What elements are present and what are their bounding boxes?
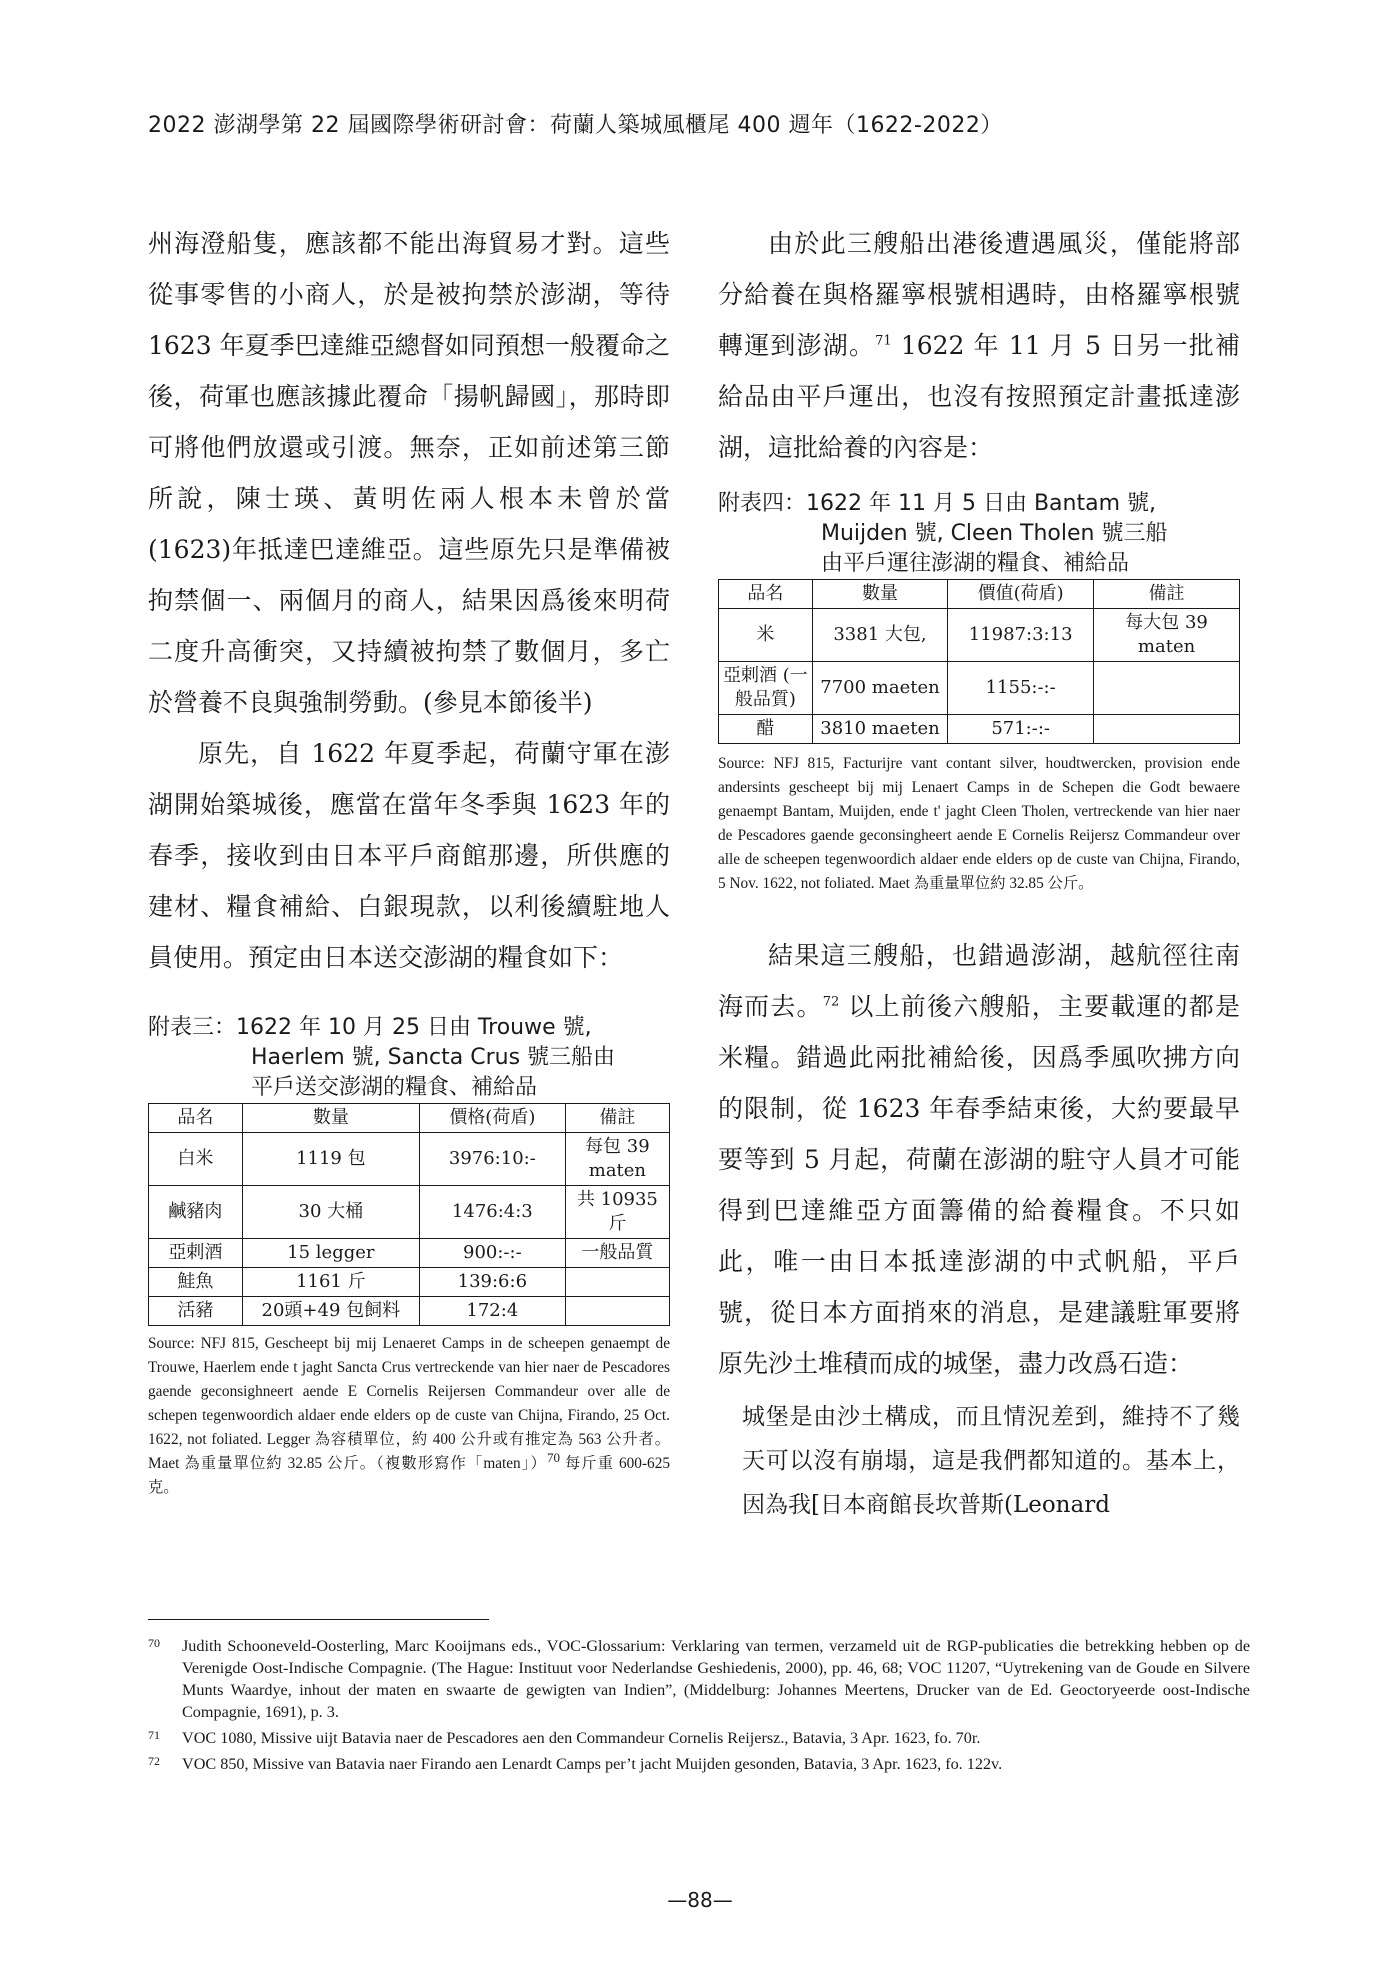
- table4: [718, 579, 1240, 744]
- right-paragraph-1-text: 由於此三艘船出港後遭遇風災，僅能將部分給養在與格羅寧根號相遇時，由格羅寧根號轉運到澎湖。: [718, 229, 1240, 360]
- table4-header: 備註: [1094, 580, 1240, 609]
- table-row: [149, 1297, 670, 1326]
- left-paragraph-2: 原先，自 1622 年夏季起，荷蘭守軍在澎湖開始築城後，應當在當年冬季與 1623 年的春季，接收到由日本平戶商館那邊，所供應的建材、糧食補給、白銀現款，以利後續駐地人員使用。預定由日本送交澎湖的糧食如下：: [148, 739, 670, 972]
- table-cell: 米: [719, 609, 813, 662]
- table3-source-text: Source: NFJ 815, Gescheept bij mij Lenaeret Camps in de scheepen genaempt de Trouwe, Haerlem ende t jaght Sancta Crus vertreckende van hier naer de Pescadores gaende geconsighneert aende E Cornelis Reijersen Commandeur over alle de schepen tegenwoordich aldaer ende elders op de custe van Chijna, Firando, 25 Oct. 1622, not foliated. Legger 為容積單位，約 400 公升或有推定為 563 公升者。Maet 為重量單位約 32.85 公斤。（複數形寫作「maten」）: [148, 1335, 670, 1472]
- table-cell: 15 legger: [242, 1239, 419, 1268]
- table-cell: 172:4: [419, 1297, 565, 1326]
- table-cell: 11987:3:13: [948, 609, 1094, 662]
- table3-header: 品名: [149, 1104, 243, 1133]
- table3: [148, 1103, 670, 1326]
- table4-caption-line1: 附表四：1622 年 11 月 5 日由 Bantam 號,: [718, 491, 1156, 516]
- table-cell: 3976:10:-: [419, 1133, 565, 1186]
- footnote-number: 72: [148, 1754, 160, 1768]
- table-cell: 571:-:-: [948, 715, 1094, 744]
- footnote-text: Judith Schooneveld-Oosterling, Marc Kooijmans eds., VOC-Glossarium: Verklaring van termen, verzameld uit de RGP-publicaties die betrekking hebben op de Verenigde Oost-Indische Compagnie. (The Hague: Instituut voor Nederlandse Geshiedenis, 2000), pp. 46, 68; VOC 11207, “Uytrekening van de Goude en Silvere Munts Waardye, inhout der maten en swaarte de gewigten van Indien”, (Middelburg: Johannes Meertens, Drucker van de Ed. Geoctoryeerde oost-Indische Compagnie, 1691), p. 3.: [182, 1637, 1250, 1721]
- table-cell: 20頭+49 包飼料: [242, 1297, 419, 1326]
- table-cell: 1119 包: [242, 1133, 419, 1186]
- footnote-text: VOC 850, Missive van Batavia naer Firando aen Lenardt Camps per’t jacht Muijden gesonden, Batavia, 3 Apr. 1623, fo. 122v.: [182, 1755, 1003, 1773]
- table4-header: 品名: [719, 580, 813, 609]
- table-cell: 每大包 39 maten: [1094, 609, 1240, 662]
- right-paragraph-1-tail: 1622 年 11 月 5 日另一批補給品由平戶運出，也沒有按照預定計畫抵達澎湖，這批給養的內容是：: [718, 331, 1240, 462]
- footnote-number: 71: [148, 1728, 160, 1742]
- table-cell: 每包 39 maten: [565, 1133, 669, 1186]
- table3-header: 備註: [565, 1104, 669, 1133]
- table4-caption-line3: 由平戶運往澎湖的糧食、補給品: [821, 551, 1130, 576]
- running-header: 2022 澎湖學第 22 屆國際學術研討會：荷蘭人築城風櫃尾 400 週年（1622-2022）: [148, 113, 1003, 138]
- footnotes: [148, 1635, 1250, 1779]
- table-row: [149, 1133, 670, 1186]
- table-cell: 7700 maeten: [812, 662, 947, 715]
- table-row: [719, 715, 1240, 744]
- right-paragraph-2: [718, 930, 1240, 1389]
- table-cell: [1094, 662, 1240, 715]
- table-row: [149, 1239, 670, 1268]
- footnote-70: [148, 1635, 1250, 1723]
- table-row: [149, 1268, 670, 1297]
- footnote-text: VOC 1080, Missive uijt Batavia naer de Pescadores aen den Commandeur Cornelis Reijersz., Batavia, 3 Apr. 1623, fo. 70r.: [182, 1729, 981, 1747]
- table-cell: 139:6:6: [419, 1268, 565, 1297]
- table4-source-note: Source: NFJ 815, Facturijre vant contant silver, houdtwercken, provision ende andersints gescheept bij mij Lenaert Camps in de Schepen die Godt bewaere genaempt Bantam, Muijden, ende t' jaght Cleen Tholen, vertreckende van hier naer de Pescadores gaende geconsingheert aende E Cornelis Reijersz Commandeur over alle de scheepen tegenwoordich aldaer ende elders op de custe van Chijna, Firando, 5 Nov. 1622, not foliated. Maet 為重量單位約 32.85 公斤。: [718, 755, 1240, 892]
- table-cell: [1094, 715, 1240, 744]
- table-cell: 30 大桶: [242, 1186, 419, 1239]
- table3-source-tail: 每斤重 600-625 克。: [148, 1455, 670, 1496]
- left-column: [148, 218, 670, 1500]
- right-paragraph-1: [718, 218, 1240, 473]
- table-cell: 活豬: [149, 1297, 243, 1326]
- table3-caption-line3: 平戶送交澎湖的糧食、補給品: [251, 1075, 538, 1100]
- table-row: [719, 609, 1240, 662]
- table-cell: [565, 1268, 669, 1297]
- table-cell: 1161 斤: [242, 1268, 419, 1297]
- table3-header: 數量: [242, 1104, 419, 1133]
- table3-source-note: [148, 1332, 670, 1500]
- table-cell: 醋: [719, 715, 813, 744]
- table-cell: [565, 1297, 669, 1326]
- table-cell: 鹹豬肉: [149, 1186, 243, 1239]
- table-cell: 3810 maeten: [812, 715, 947, 744]
- table4-header-row: [719, 580, 1240, 609]
- table4-caption: [718, 489, 1240, 579]
- table-cell: 亞剌酒 (一般品質): [719, 662, 813, 715]
- footnote-divider: [148, 1619, 489, 1620]
- table-row: [719, 662, 1240, 715]
- table-row: [149, 1186, 670, 1239]
- footnote-ref-72[interactable]: 72: [822, 994, 840, 1010]
- table-cell: 900:-:-: [419, 1239, 565, 1268]
- table-cell: 共 10935 斤: [565, 1186, 669, 1239]
- table3-caption-line1: 附表三：1622 年 10 月 25 日由 Trouwe 號,: [148, 1015, 592, 1040]
- table-cell: 鮭魚: [149, 1268, 243, 1297]
- table4-header: 價值(荷盾): [948, 580, 1094, 609]
- table-cell: 白米: [149, 1133, 243, 1186]
- table-cell: 1476:4:3: [419, 1186, 565, 1239]
- table3-header: 價格(荷盾): [419, 1104, 565, 1133]
- table-cell: 3381 大包,: [812, 609, 947, 662]
- right-paragraph-2-tail: 以上前後六艘船，主要載運的都是米糧。錯過此兩批補給後，因爲季風吹拂方向的限制，從 1623 年春季結束後，大約要最早要等到 5 月起，荷蘭在澎湖的駐守人員才可能得到巴達維亞方面籌備的給養糧食。不只如此，唯一由日本抵達澎湖的中式帆船，平戶號，從日本方面捎來的消息，是建議駐軍要將原先沙土堆積而成的城堡，盡力改爲石造：: [718, 992, 1240, 1378]
- block-quote: 城堡是由沙土構成，而且情況差到，維持不了幾天可以沒有崩塌，這是我們都知道的。基本上，因為我[日本商館長坎普斯(Leonard: [742, 1404, 1240, 1518]
- footnote-ref-70[interactable]: 70: [546, 1449, 560, 1465]
- footnote-number: 70: [148, 1636, 160, 1650]
- page-number: —88—: [667, 1888, 733, 1912]
- right-paragraph-2-text: 結果這三艘船，也錯過澎湖，越航徑往南海而去。: [718, 941, 1240, 1021]
- table4-caption-line2: Muijden 號, Cleen Tholen 號三船: [821, 521, 1168, 546]
- table-cell: 一般品質: [565, 1239, 669, 1268]
- table-cell: 亞剌酒: [149, 1239, 243, 1268]
- table3-header-row: [149, 1104, 670, 1133]
- table3-caption-line2: Haerlem 號, Sancta Crus 號三船由: [251, 1045, 616, 1070]
- table3-caption: [148, 1013, 670, 1103]
- table4-header: 數量: [812, 580, 947, 609]
- footnote-71: [148, 1727, 1250, 1749]
- table-cell: 1155:-:-: [948, 662, 1094, 715]
- footnote-72: [148, 1753, 1250, 1775]
- right-column: [718, 218, 1240, 1527]
- left-paragraph-1: 州海澄船隻，應該都不能出海貿易才對。這些從事零售的小商人，於是被拘禁於澎湖，等待1623 年夏季巴達維亞總督如同預想一般覆命之後，荷軍也應該據此覆命「揚帆歸國」，那時即可將他們放還或引渡。無奈，正如前述第三節所說，陳士瑛、黃明佐兩人根本未曾於當(1623)年抵達巴達維亞。這些原先只是準備被拘禁個一、兩個月的商人，結果因爲後來明荷二度升高衝突，又持續被拘禁了數個月，多亡於營養不良與強制勞動。(參見本節後半): [148, 229, 670, 717]
- footnote-ref-71[interactable]: 71: [875, 333, 892, 349]
